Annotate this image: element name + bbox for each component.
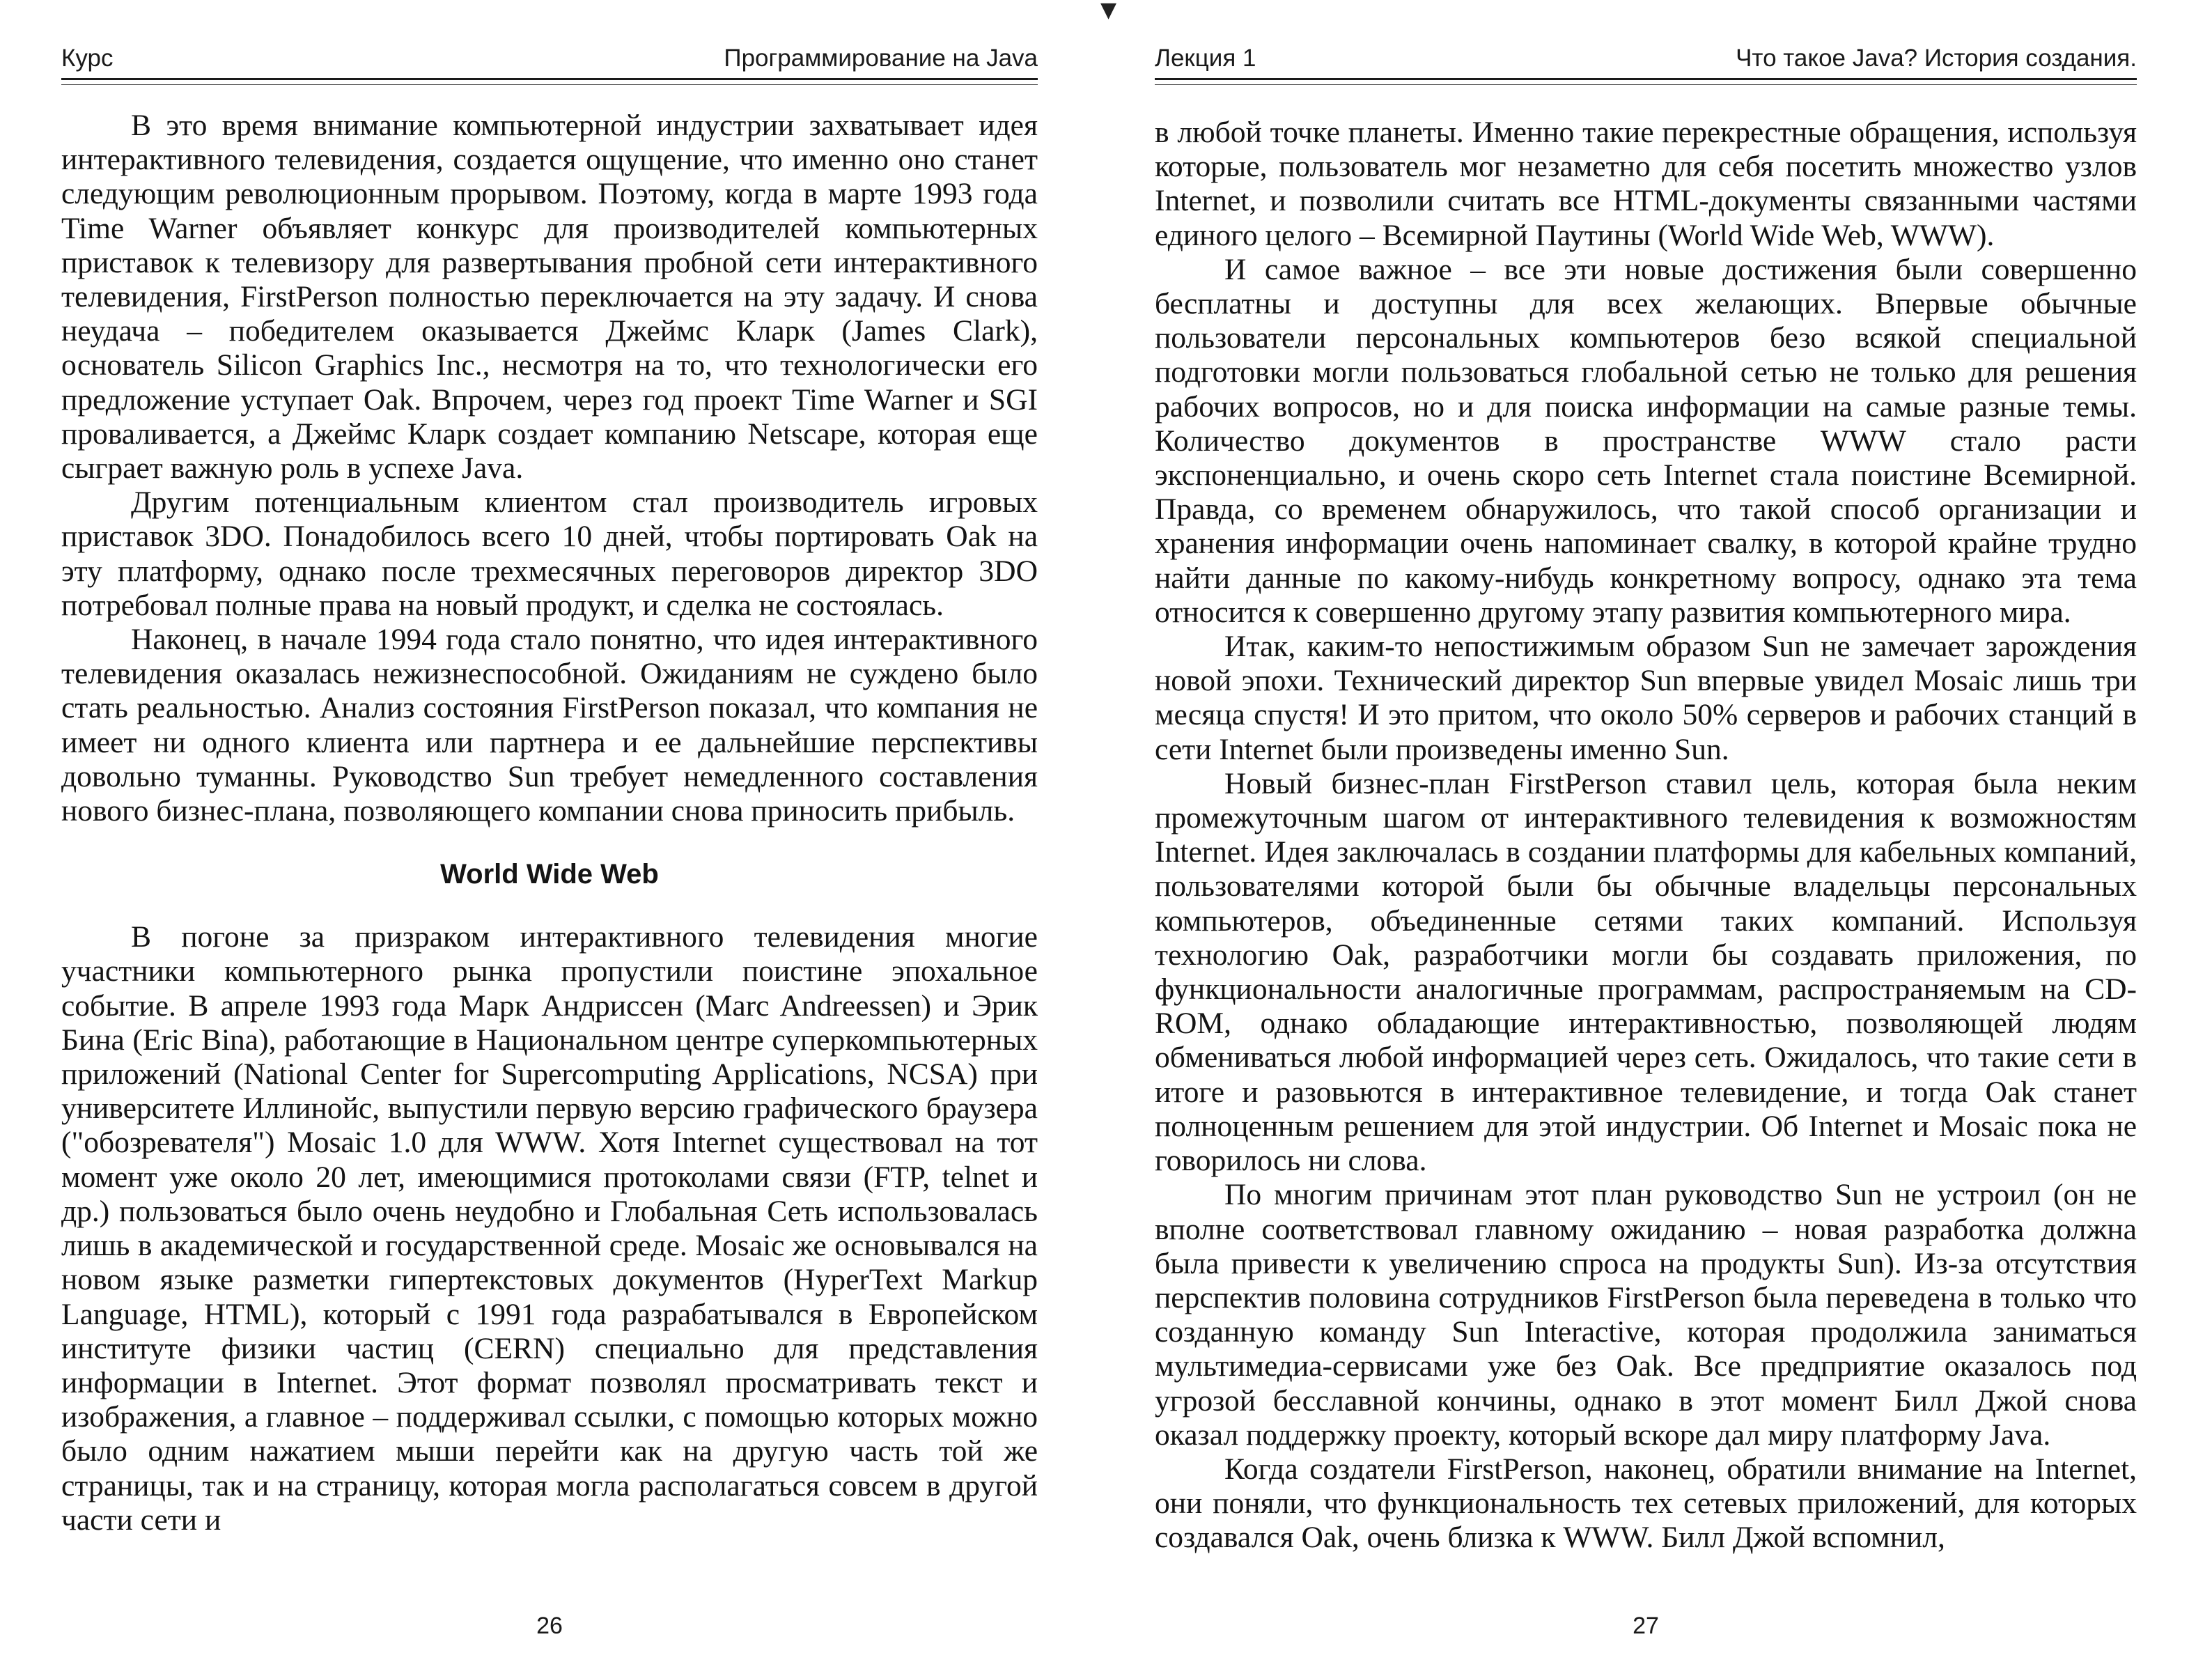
left-paragraph-2: Другим потенциальным клиентом стал производитель игровых приставок 3DO. Понадобилось всего 10 дней, чтобы портировать Oak на эту платформу, однако после трехмесячных переговоров директор 3DO потребовал полные права на новый продукт, и сделка не состоялась. <box>61 486 1038 622</box>
right-body-text <box>1155 116 2137 1555</box>
right-header-lecture: Лекция 1 <box>1155 45 1256 72</box>
right-paragraph-1: И самое важное – все эти новые достижения были совершенно бесплатны и доступны для всех желающих. Впервые обычные пользователи персональных компьютеров безо всякой специальной подготовки могли пользоваться глобальной сетью не только для решения рабочих вопросов, но и для поиска информации на самые разные темы. Количество документов в пространстве WWW стало расти экспоненциально, и очень скоро сеть Internet стала поистине Всемирной. Правда, со временем обнаружилось, что такой способ организации и хранения информации очень напоминает свалку, в которой крайне трудно найти данные по какому-нибудь конкретному вопросу, однако эта тема относится к совершенно другому этапу развития компьютерного мира. <box>1155 252 2137 629</box>
right-paragraph-continuation: в любой точке планеты. Именно такие перекрестные обращения, используя которые, пользователь мог незаметно для себя посетить множество узлов Internet, и позволили считать все HTML-документы связанными частями единого целого – Всемирной Паутины (World Wide Web, WWW). <box>1155 116 2137 252</box>
left-body-text <box>61 109 1038 1537</box>
section-heading-www: World Wide Web <box>440 859 659 890</box>
left-header-title: Программирование на Java <box>724 45 1038 72</box>
gutter-mark-icon: ▼ <box>1100 0 1117 22</box>
right-paragraph-2: Итак, каким-то непостижимым образом Sun не замечает зарождения новой эпохи. Технический директор Sun впервые увидел Mosaic лишь три месяца спустя! И это притом, что около 50% серверов и рабочих станций в сети Internet были произведены именно Sun. <box>1155 630 2137 766</box>
left-header-rule-thin <box>61 84 1038 85</box>
left-page <box>61 0 1038 1669</box>
right-running-head <box>1155 42 2137 77</box>
left-paragraph-3: Наконец, в начале 1994 года стало понятно, что идея интерактивного телевидения оказалась нежизнеспособной. Ожиданиям не суждено было стать реальностью. Анализ состояния FirstPerson показал, что компания не имеет ни одного клиента или партнера и ее дальнейшие перспективы довольно туманны. Руководство Sun требует немедленного составления нового бизнес-плана, позволяющего компании снова приносить прибыль. <box>61 623 1038 828</box>
right-page <box>1155 0 2137 1669</box>
left-paragraph-4: В погоне за призраком интерактивного телевидения многие участники компьютерного рынка пропустили поистине эпохальное событие. В апреле 1993 года Марк Андриссен (Marc Andreessen) и Эрик Бина (Eric Bina), работающие в Национальном центре суперкомпьютерных приложений (National Center for Supercomputing Applications, NCSA) при университете Иллинойс, выпустили первую версию графического браузера ("обозревателя") Mosaic 1.0 для WWW. Хотя Internet существовал на тот момент уже около 20 лет, имеющимися протоколами связи (FTP, telnet и др.) пользоваться было очень неудобно и Глобальная Сеть использовалась лишь в академической и государственной среде. Mosaic же основывался на новом языке разметки гипертекстовых документов (HyperText Markup Language, HTML), который с 1991 года разрабатывался в Европейском институте физики частиц (CERN) специально для представления информации в Internet. Этот формат позволял просматривать текст и изображения, а главное – поддерживал ссылки, с помощью которых можно было одним нажатием мыши перейти как на другую часть той же страницы, так и на страницу, которая могла располагаться совсем в другой части сети и <box>61 920 1038 1537</box>
right-paragraph-3: Новый бизнес-план FirstPerson ставил цель, которая была неким промежуточным шагом от интерактивного телевидения к возможностям Internet. Идея заключалась в создании платформы для кабельных компаний, пользователями которой были бы обычные владельцы персональных компьютеров, объединенные сетями таких компаний. Используя технологию Oak, разработчики могли бы создавать приложения, по функциональности аналогичные программам, распространяемым на CD-ROM, однако обладающие интерактивностью, позволяющей людям обмениваться любой информацией через сеть. Ожидалось, что такие сети в итоге и разовьются в интерактивное телевидение, и тогда Oak станет полноценным решением для этой индустрии. Об Internet и Mosaic пока не говорилось ни слова. <box>1155 766 2137 1178</box>
left-page-number: 26 <box>536 1613 563 1639</box>
right-page-number: 27 <box>1633 1613 1659 1639</box>
left-header-course: Курс <box>61 45 114 72</box>
left-paragraph-1: В это время внимание компьютерной индустрии захватывает идея интерактивного телевидения, создается ощущение, что именно оно станет следующим революционным прорывом. Поэтому, когда в марте 1993 года Time Warner объявляет конкурс для производителей компьютерных приставок к телевизору для развертывания пробной сети интерактивного телевидения, FirstPerson полностью переключается на эту задачу. И снова неудача – победителем оказывается Джеймс Кларк (James Clark), основатель Silicon Graphics Inc., несмотря на то, что технологически его предложение уступает Oak. Впрочем, через год проект Time Warner и SGI проваливается, а Джеймс Кларк создает компанию Netscape, которая еще сыграет важную роль в успехе Java. <box>61 109 1038 486</box>
right-header-rule-thin <box>1155 84 2137 85</box>
left-header-rule <box>61 78 1038 80</box>
right-header-title: Что такое Java? История создания. <box>1736 45 2137 72</box>
left-running-head <box>61 42 1038 77</box>
right-header-rule <box>1155 78 2137 80</box>
right-paragraph-5: Когда создатели FirstPerson, наконец, обратили внимание на Internet, они поняли, что функциональность тех сетевых приложений, для которых создавался Oak, очень близка к WWW. Билл Джой вспомнил, <box>1155 1452 2137 1555</box>
right-paragraph-4: По многим причинам этот план руководство Sun не устроил (он не вполне соответствовал главному ожиданию – новая разработка должна была привести к увеличению спроса на продукты Sun). Из-за отсутствия перспектив половина сотрудников FirstPerson была переведена в только что созданную команду Sun Interactive, которая продолжила заниматься мультимедиа-сервисами уже без Oak. Все предприятие оказалось под угрозой бесславной кончины, однако в этот момент Билл Джой снова оказал поддержку проекту, который вскоре дал миру платформу Java. <box>1155 1178 2137 1452</box>
